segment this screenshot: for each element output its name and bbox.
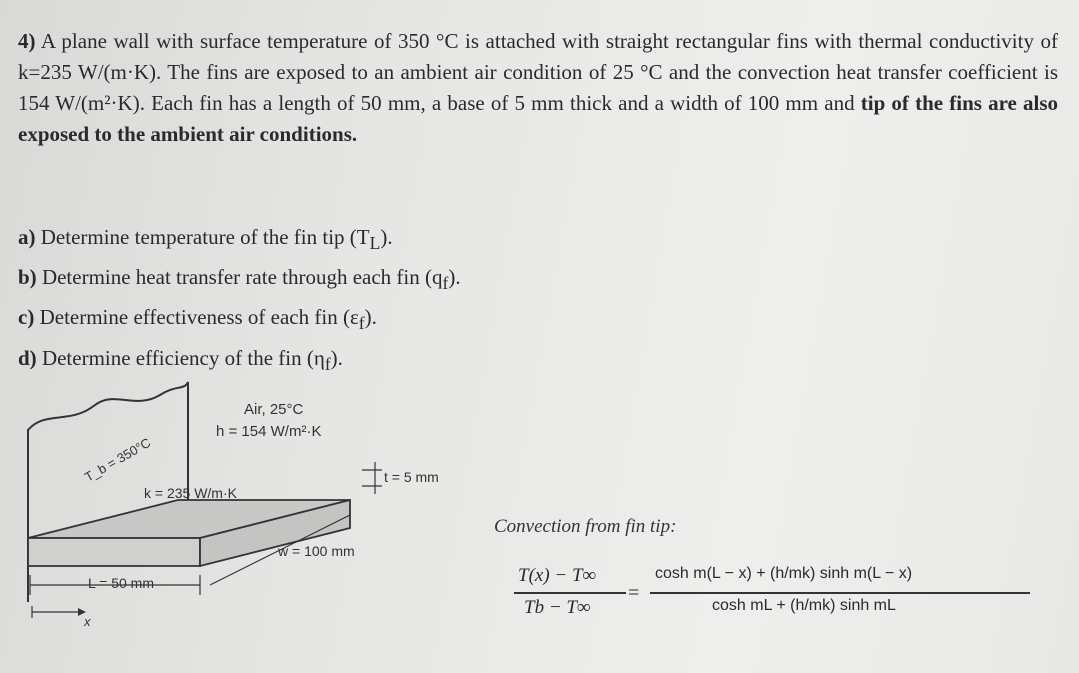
question-a-text: Determine temperature of the fin tip (T: [40, 225, 370, 249]
question-a-label: a): [18, 225, 36, 249]
w-label: w = 100 mm: [278, 543, 355, 559]
question-b: [18, 260, 718, 300]
question-list: [18, 220, 718, 381]
question-b-end: ).: [448, 265, 461, 290]
question-a-sub: L: [369, 233, 381, 254]
equation-right-fraction-bar: [650, 592, 1030, 594]
question-d-end: ).: [330, 345, 343, 370]
convection-title: Convection from fin tip:: [494, 516, 677, 537]
air-label: Air, 25°C: [244, 401, 304, 418]
equation-left-fraction-bar: [514, 592, 626, 594]
question-b-text: Determine heat transfer rate through each fin (q: [41, 265, 443, 290]
h-label: h = 154 W/m²·K: [216, 423, 322, 440]
equation-left-numerator: T(x) − T∞: [518, 565, 597, 586]
question-c-text: Determine effectiveness of each fin (ε: [39, 305, 359, 330]
question-c: [18, 300, 718, 340]
problem-text: A plane wall with surface temperature of 350 °C is attached with straight rectangular fins with thermal conductivity of k=235 W/(m·K). The fins are exposed to an ambient air condition of 25 °C and the convection heat transfer coefficient is 154 W/(m²·K). Each fin has a length of 50 mm, a base of 5 mm thick and a width of 100 mm and: [18, 29, 1059, 115]
equation-left-denominator: Tb − T∞: [524, 597, 591, 618]
question-d-label: d): [18, 345, 37, 370]
equation-right-denominator: cosh mL + (h/mk) sinh mL: [712, 597, 896, 614]
equation-equals-sign: =: [628, 582, 640, 604]
question-d-sub: f: [324, 353, 331, 374]
question-a-end: ).: [380, 225, 393, 249]
x-label: x: [84, 614, 91, 629]
problem-number: 4): [18, 29, 36, 53]
L-label: L = 50 mm: [88, 575, 155, 591]
question-b-label: b): [18, 265, 37, 290]
fin-front-face: [28, 538, 200, 566]
problem-bold-tail: tip of the fins are also exposed to the ambient air conditions.: [18, 91, 1059, 146]
question-d-text: Determine efficiency of the fin (η: [41, 345, 325, 370]
question-a: [18, 220, 718, 260]
k-label: k = 235 W/m·K: [144, 485, 237, 501]
question-c-label: c): [18, 305, 35, 330]
question-c-end: ).: [364, 305, 377, 330]
t-label: t = 5 mm: [384, 469, 439, 485]
question-c-sub: f: [358, 313, 365, 334]
equation-right-numerator: cosh m(L − x) + (h/mk) sinh m(L − x): [655, 565, 913, 582]
problem-statement: [18, 26, 1058, 150]
fin-diagram: [0, 370, 480, 650]
tb-label: T_b = 350°C: [82, 434, 154, 485]
question-b-sub: f: [442, 273, 449, 294]
